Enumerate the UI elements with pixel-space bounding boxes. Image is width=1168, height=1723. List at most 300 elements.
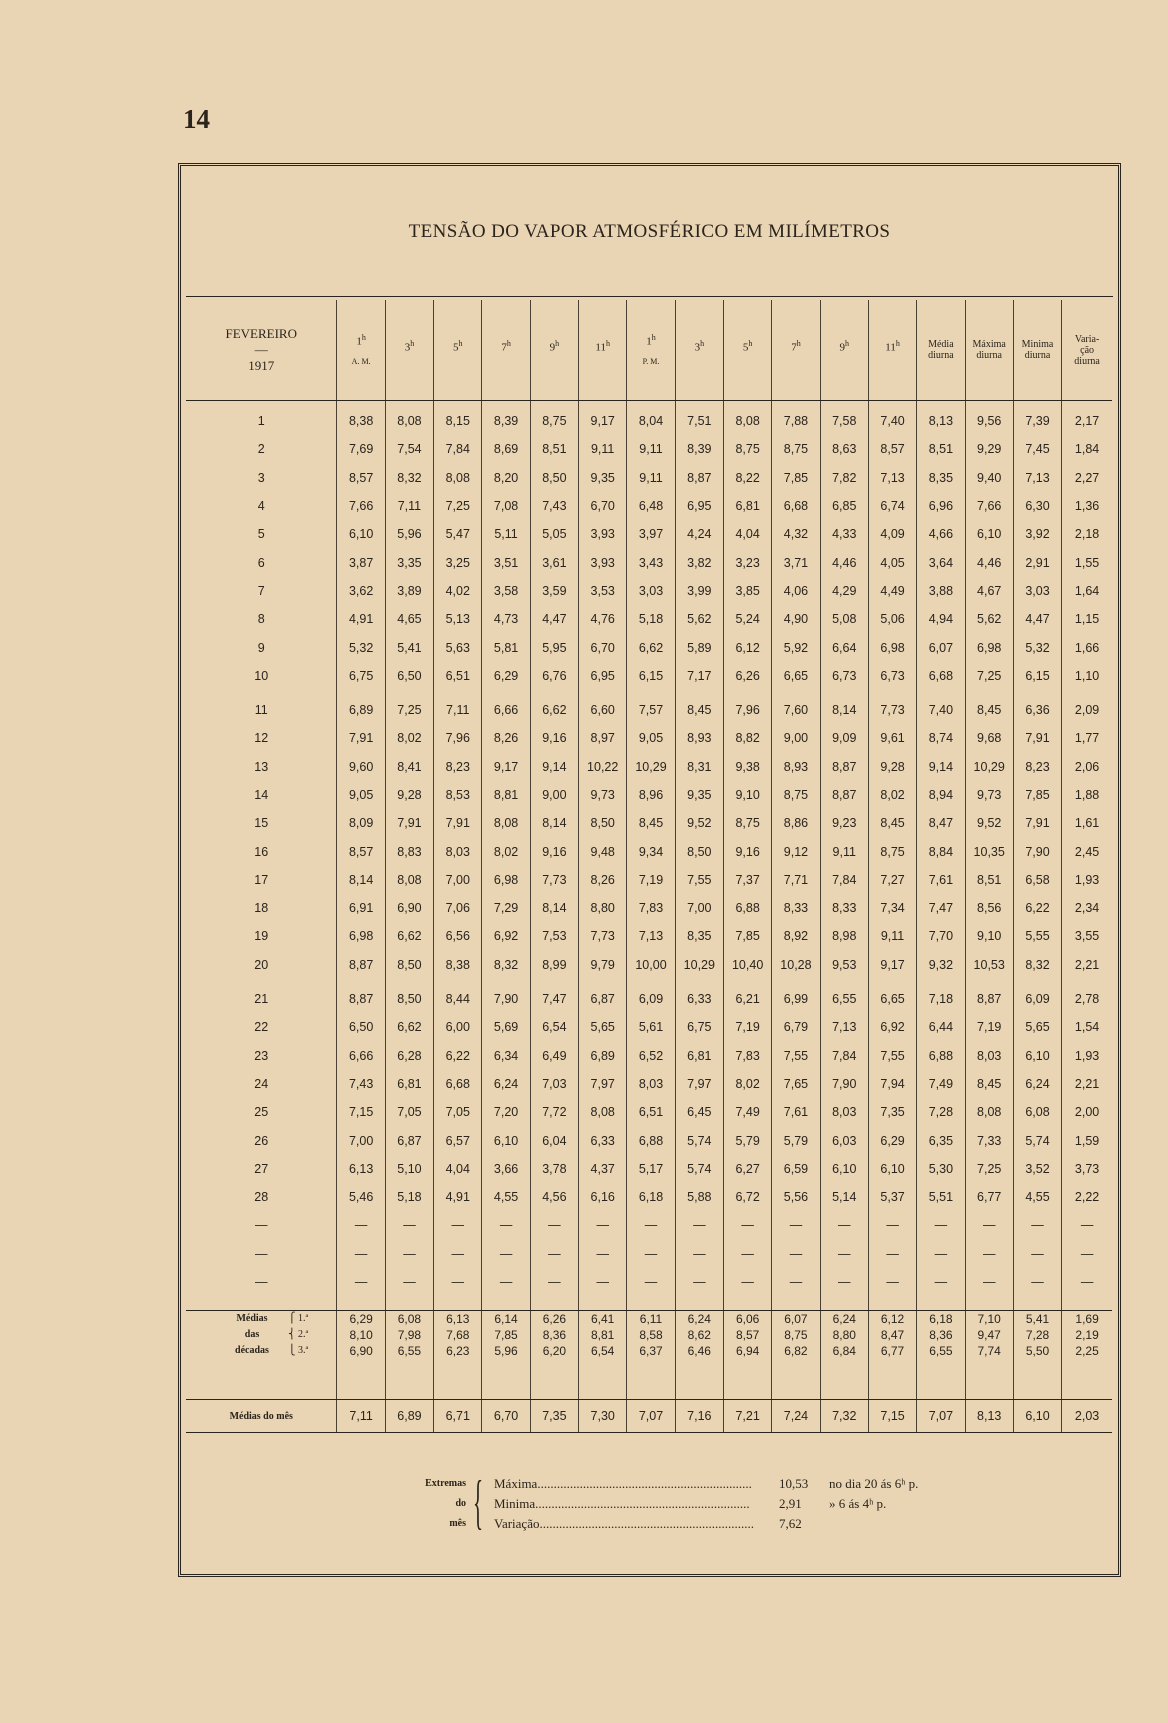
stat-header-variation: Varia- ção diurna [1062, 300, 1112, 401]
table-row [186, 1013, 1112, 1041]
value-cell: 3,93 [579, 520, 627, 548]
dash-cell: — [675, 1211, 723, 1239]
value-cell: 6,27 [723, 1155, 771, 1183]
value-cell: 7,71 [772, 866, 820, 894]
value-cell: 6,48 [627, 492, 675, 520]
hour-header: 3$^h$ [385, 300, 433, 401]
value-cell: 7,51 [675, 407, 723, 435]
value-cell: 6,15 [1013, 662, 1061, 690]
value-cell: 4,66 [917, 520, 965, 548]
dash-cell: — [1062, 1240, 1112, 1268]
value-cell: 3,35 [385, 548, 433, 576]
day-cell: 23 [254, 1048, 269, 1063]
value-cell: 7,10 [965, 1311, 1013, 1328]
day-cell: 15 [254, 816, 269, 831]
value-cell: 9,29 [965, 435, 1013, 463]
value-cell: 5,62 [675, 605, 723, 633]
value-cell: 9,28 [385, 781, 433, 809]
value-cell: 8,50 [675, 837, 723, 865]
value-cell: 7,24 [772, 1400, 820, 1433]
value-cell: 3,53 [579, 577, 627, 605]
day-cell: 12 [254, 731, 269, 746]
value-cell: 3,66 [482, 1155, 530, 1183]
value-cell: 2,25 [1062, 1343, 1112, 1359]
value-cell: 5,79 [723, 1126, 771, 1154]
value-cell: 7,17 [675, 662, 723, 690]
value-cell: 6,45 [675, 1098, 723, 1126]
hour-header: 7$^h$ [482, 300, 530, 401]
day-cell: 10 [254, 668, 269, 683]
value-cell: 7,57 [627, 696, 675, 724]
value-cell: 10,35 [965, 837, 1013, 865]
spacer-cell [627, 1359, 675, 1400]
value-cell: 7,28 [917, 1098, 965, 1126]
value-cell: 5,51 [917, 1183, 965, 1211]
value-cell: 10,53 [965, 951, 1013, 979]
decade-brace: ⎨ [288, 1329, 296, 1341]
value-cell: 3,52 [1013, 1155, 1061, 1183]
value-cell: 8,93 [772, 753, 820, 781]
decade-mean-row [186, 1327, 1112, 1343]
value-cell: 8,23 [434, 753, 482, 781]
dash-cell: — [772, 1211, 820, 1239]
day-cell: 20 [254, 957, 269, 972]
value-cell: 7,91 [385, 809, 433, 837]
value-cell: 3,97 [627, 520, 675, 548]
value-cell: 7,29 [482, 894, 530, 922]
value-cell: 6,09 [1013, 985, 1061, 1013]
value-cell: 7,43 [530, 492, 578, 520]
table-row [186, 837, 1112, 865]
value-cell: 3,99 [675, 577, 723, 605]
value-cell: 6,12 [868, 1311, 916, 1328]
value-cell: 6,46 [675, 1343, 723, 1359]
stat-header-min: Minima diurna [1013, 300, 1061, 401]
value-cell: 8,45 [627, 809, 675, 837]
value-cell: 5,32 [1013, 633, 1061, 661]
value-cell: 2,06 [1062, 753, 1112, 781]
value-cell: 3,78 [530, 1155, 578, 1183]
value-cell: 8,50 [385, 951, 433, 979]
value-cell: 8,03 [820, 1098, 868, 1126]
value-cell: 7,45 [1013, 435, 1061, 463]
value-cell: 6,18 [627, 1183, 675, 1211]
dash-cell: — [1013, 1268, 1061, 1296]
spacer-cell [434, 1359, 482, 1400]
value-cell: 8,50 [385, 985, 433, 1013]
extremes-label: Extremas do mês [425, 1478, 466, 1529]
value-cell: 8,45 [675, 696, 723, 724]
value-cell: 8,03 [965, 1042, 1013, 1070]
value-cell: 7,47 [917, 894, 965, 922]
value-cell: 6,54 [530, 1013, 578, 1041]
value-cell: 6,72 [723, 1183, 771, 1211]
value-cell: 7,47 [530, 985, 578, 1013]
value-cell: 1,88 [1062, 781, 1112, 809]
table-row [186, 435, 1112, 463]
value-cell: 8,13 [917, 407, 965, 435]
value-cell: 5,50 [1013, 1343, 1061, 1359]
value-cell: 9,52 [675, 809, 723, 837]
value-cell: 6,33 [579, 1126, 627, 1154]
value-cell: 6,49 [530, 1042, 578, 1070]
dash-cell: — [627, 1211, 675, 1239]
value-cell: 6,77 [868, 1343, 916, 1359]
value-cell: 8,44 [434, 985, 482, 1013]
value-cell: 6,35 [917, 1126, 965, 1154]
spacer-cell [772, 1296, 820, 1311]
dash-cell: — [385, 1211, 433, 1239]
value-cell: 4,90 [772, 605, 820, 633]
value-cell: 8,63 [820, 435, 868, 463]
value-cell: 8,51 [917, 435, 965, 463]
value-cell: 6,26 [723, 662, 771, 690]
stat-header-max: Máxima diurna [965, 300, 1013, 401]
hour-header: 3$^h$ [675, 300, 723, 401]
table-row [186, 724, 1112, 752]
value-cell: 8,74 [917, 724, 965, 752]
value-cell: 7,34 [868, 894, 916, 922]
value-cell: 6,85 [820, 492, 868, 520]
value-cell: 8,75 [723, 435, 771, 463]
value-cell: 4,49 [868, 577, 916, 605]
value-cell: 8,98 [820, 922, 868, 950]
value-cell: 6,57 [434, 1126, 482, 1154]
table-row [186, 922, 1112, 950]
value-cell: 8,87 [820, 781, 868, 809]
month-mean-label: Médias do mês [186, 1400, 337, 1433]
table-row [186, 696, 1112, 724]
value-cell: 6,66 [337, 1042, 385, 1070]
spacer-cell [917, 1296, 965, 1311]
value-cell: 1,10 [1062, 662, 1112, 690]
value-cell: 4,33 [820, 520, 868, 548]
value-cell: 10,29 [965, 753, 1013, 781]
value-cell: 6,88 [917, 1042, 965, 1070]
value-cell: 6,09 [627, 985, 675, 1013]
value-cell: 6,14 [482, 1311, 530, 1328]
value-cell: 6,24 [675, 1311, 723, 1328]
value-cell: 5,56 [772, 1183, 820, 1211]
value-cell: 7,19 [965, 1013, 1013, 1041]
dash-cell: — [772, 1268, 820, 1296]
dash-cell: — [868, 1268, 916, 1296]
value-cell: 8,26 [482, 724, 530, 752]
value-cell: 6,29 [337, 1311, 385, 1328]
value-cell: 3,93 [579, 548, 627, 576]
dash-cell: — [723, 1240, 771, 1268]
value-cell: 6,58 [1013, 866, 1061, 894]
value-cell: 7,18 [917, 985, 965, 1013]
table-row [186, 492, 1112, 520]
value-cell: 6,62 [385, 922, 433, 950]
value-cell: 2,91 [1013, 548, 1061, 576]
value-cell: 7,84 [434, 435, 482, 463]
value-cell: 7,39 [1013, 407, 1061, 435]
value-cell: 6,98 [482, 866, 530, 894]
value-cell: 7,66 [337, 492, 385, 520]
hour-header: 9$^h$ [820, 300, 868, 401]
value-cell: 4,04 [434, 1155, 482, 1183]
day-cell: 9 [257, 640, 265, 655]
value-cell: 7,25 [434, 492, 482, 520]
value-cell: 4,73 [482, 605, 530, 633]
value-cell: 8,13 [965, 1400, 1013, 1433]
value-cell: 7,11 [434, 696, 482, 724]
value-cell: 7,97 [579, 1070, 627, 1098]
value-cell: 8,35 [917, 464, 965, 492]
value-cell: 7,49 [917, 1070, 965, 1098]
value-cell: 7,73 [530, 866, 578, 894]
value-cell: 9,11 [820, 837, 868, 865]
value-cell: 8,45 [965, 696, 1013, 724]
value-cell: 5,06 [868, 605, 916, 633]
value-cell: 5,41 [385, 633, 433, 661]
spacer-cell [1013, 1359, 1061, 1400]
value-cell: 7,85 [482, 1327, 530, 1343]
value-cell: 5,08 [820, 605, 868, 633]
value-cell: 6,89 [385, 1400, 433, 1433]
value-cell: 6,56 [434, 922, 482, 950]
decade-mean-label [186, 1343, 337, 1359]
hour-header: 1$^h$ P. M. [627, 300, 675, 401]
value-cell: 7,37 [723, 866, 771, 894]
value-cell: 10,40 [723, 951, 771, 979]
value-cell: 7,54 [385, 435, 433, 463]
table-row [186, 1183, 1112, 1211]
value-cell: 10,29 [675, 951, 723, 979]
value-cell: 4,56 [530, 1183, 578, 1211]
value-cell: 9,09 [820, 724, 868, 752]
value-cell: 8,87 [337, 985, 385, 1013]
value-cell: 6,68 [434, 1070, 482, 1098]
value-cell: 8,08 [482, 809, 530, 837]
value-cell: 7,13 [820, 1013, 868, 1041]
value-cell: 7,69 [337, 435, 385, 463]
value-cell: 6,08 [1013, 1098, 1061, 1126]
value-cell: 7,88 [772, 407, 820, 435]
value-cell: 6,29 [482, 662, 530, 690]
stat-header-mean: Média diurna [917, 300, 965, 401]
value-cell: 6,13 [337, 1155, 385, 1183]
value-cell: 8,80 [579, 894, 627, 922]
value-cell: 6,95 [579, 662, 627, 690]
dash-cell: — [627, 1240, 675, 1268]
spacer-cell [820, 1359, 868, 1400]
header-row [186, 300, 1112, 401]
value-cell: 6,33 [675, 985, 723, 1013]
value-cell: 6,20 [530, 1343, 578, 1359]
value-cell: 8,14 [337, 866, 385, 894]
empty-day-row [186, 1240, 1112, 1268]
value-cell: 7,72 [530, 1098, 578, 1126]
value-cell: 7,70 [917, 922, 965, 950]
value-cell: 7,66 [965, 492, 1013, 520]
value-cell: 5,74 [675, 1126, 723, 1154]
value-cell: 5,41 [1013, 1311, 1061, 1328]
spacer-cell [579, 1296, 627, 1311]
value-cell: 2,00 [1062, 1098, 1112, 1126]
value-cell: 8,97 [579, 724, 627, 752]
decade-brace: ⎧ [288, 1313, 296, 1325]
value-cell: 6,51 [627, 1098, 675, 1126]
means-gap-row [186, 1359, 1112, 1400]
table-row [186, 633, 1112, 661]
value-cell: 9,10 [723, 781, 771, 809]
value-cell: 8,20 [482, 464, 530, 492]
value-cell: 8,47 [868, 1327, 916, 1343]
value-cell: 6,10 [1013, 1042, 1061, 1070]
value-cell: 8,02 [385, 724, 433, 752]
hour-header: 5$^h$ [434, 300, 482, 401]
value-cell: 6,24 [1013, 1070, 1061, 1098]
value-cell: 2,34 [1062, 894, 1112, 922]
value-cell: 6,36 [1013, 696, 1061, 724]
spacer-cell [627, 1296, 675, 1311]
day-cell: 11 [254, 703, 268, 718]
value-cell: 4,02 [434, 577, 482, 605]
value-cell: 3,62 [337, 577, 385, 605]
value-cell: 10,00 [627, 951, 675, 979]
month-name: FEVEREIRO [225, 326, 297, 341]
value-cell: 6,18 [917, 1311, 965, 1328]
day-cell: 18 [254, 901, 269, 916]
value-cell: 9,47 [965, 1327, 1013, 1343]
value-cell: 9,17 [868, 951, 916, 979]
hour-header: 9$^h$ [530, 300, 578, 401]
hour-header: 1$^h$ A. M. [337, 300, 385, 401]
value-cell: 6,79 [772, 1013, 820, 1041]
value-cell: 7,83 [627, 894, 675, 922]
day-cell: 3 [257, 470, 265, 485]
dash-cell: — [337, 1211, 385, 1239]
value-cell: 1,15 [1062, 605, 1112, 633]
value-cell: 5,63 [434, 633, 482, 661]
value-cell: 8,87 [820, 753, 868, 781]
value-cell: 4,55 [1013, 1183, 1061, 1211]
value-cell: 9,34 [627, 837, 675, 865]
value-cell: 7,83 [723, 1042, 771, 1070]
value-cell: 8,08 [579, 1098, 627, 1126]
value-cell: 1,84 [1062, 435, 1112, 463]
dash-cell: — [917, 1211, 965, 1239]
value-cell: 6,89 [579, 1042, 627, 1070]
value-cell: 7,28 [1013, 1327, 1061, 1343]
value-cell: 7,55 [675, 866, 723, 894]
value-cell: 6,22 [1013, 894, 1061, 922]
value-cell: 6,70 [579, 492, 627, 520]
value-cell: 7,19 [627, 866, 675, 894]
value-cell: 9,12 [772, 837, 820, 865]
value-cell: 7,15 [337, 1098, 385, 1126]
value-cell: 9,11 [579, 435, 627, 463]
dash-cell: — [482, 1211, 530, 1239]
value-cell: 9,40 [965, 464, 1013, 492]
value-cell: 5,13 [434, 605, 482, 633]
value-cell: 9,16 [723, 837, 771, 865]
extreme-min-line: Minima.................................................................. 2,91 » 6 ás 4ʰ p. [494, 1496, 887, 1511]
day-cell: 26 [254, 1133, 269, 1148]
month-header [186, 300, 337, 401]
value-cell: 6,76 [530, 662, 578, 690]
value-cell: 7,65 [772, 1070, 820, 1098]
value-cell: 7,85 [723, 922, 771, 950]
decade-mean-label [186, 1327, 337, 1343]
value-cell: 7,11 [337, 1400, 385, 1433]
spacer-cell [965, 1359, 1013, 1400]
value-cell: 3,03 [1013, 577, 1061, 605]
spacer-cell [868, 1359, 916, 1400]
value-cell: 6,66 [482, 696, 530, 724]
value-cell: 6,06 [723, 1311, 771, 1328]
value-cell: 2,27 [1062, 464, 1112, 492]
empty-day-row [186, 1268, 1112, 1296]
value-cell: 4,46 [820, 548, 868, 576]
value-cell: 9,73 [579, 781, 627, 809]
value-cell: 6,64 [820, 633, 868, 661]
value-cell: 7,19 [723, 1013, 771, 1041]
value-cell: 7,25 [965, 1155, 1013, 1183]
value-cell: 6,23 [434, 1343, 482, 1359]
value-cell: 5,61 [627, 1013, 675, 1041]
value-cell: 2,22 [1062, 1183, 1112, 1211]
value-cell: 8,93 [675, 724, 723, 752]
value-cell: 4,67 [965, 577, 1013, 605]
dash-cell: — [820, 1268, 868, 1296]
value-cell: 8,84 [917, 837, 965, 865]
table-title: TENSÃO DO VAPOR ATMOSFÉRICO EM MILÍMETROS [408, 221, 891, 242]
value-cell: 6,28 [385, 1042, 433, 1070]
value-cell: 6,10 [1013, 1400, 1061, 1433]
dash-cell: — [530, 1211, 578, 1239]
value-cell: 8,80 [820, 1327, 868, 1343]
value-cell: 7,68 [434, 1327, 482, 1343]
value-cell: 8,14 [530, 894, 578, 922]
value-cell: 4,91 [337, 605, 385, 633]
spacer-cell [385, 1359, 433, 1400]
dash-cell: — [965, 1211, 1013, 1239]
value-cell: 9,17 [579, 407, 627, 435]
dash-cell: — [434, 1211, 482, 1239]
value-cell: 5,95 [530, 633, 578, 661]
separator-row [186, 1296, 1112, 1311]
value-cell: 8,87 [675, 464, 723, 492]
value-cell: 10,29 [627, 753, 675, 781]
value-cell: 5,69 [482, 1013, 530, 1041]
value-cell: 8,45 [965, 1070, 1013, 1098]
decade-brace: ⎩ [288, 1345, 296, 1357]
value-cell: 8,56 [965, 894, 1013, 922]
spacer-cell [482, 1296, 530, 1311]
value-cell: 9,00 [530, 781, 578, 809]
value-cell: 3,55 [1062, 922, 1112, 950]
value-cell: 8,10 [337, 1327, 385, 1343]
spacer-cell [723, 1296, 771, 1311]
hour-header: 7$^h$ [772, 300, 820, 401]
value-cell: 6,55 [917, 1343, 965, 1359]
value-cell: 7,82 [820, 464, 868, 492]
value-cell: 6,87 [579, 985, 627, 1013]
spacer-cell [186, 1359, 337, 1400]
value-cell: 3,89 [385, 577, 433, 605]
value-cell: 8,26 [579, 866, 627, 894]
value-cell: 7,98 [385, 1327, 433, 1343]
dash-cell: — [254, 1246, 268, 1261]
value-cell: 3,59 [530, 577, 578, 605]
value-cell: 7,49 [723, 1098, 771, 1126]
day-cell: 13 [254, 759, 269, 774]
dash-cell: — [820, 1240, 868, 1268]
